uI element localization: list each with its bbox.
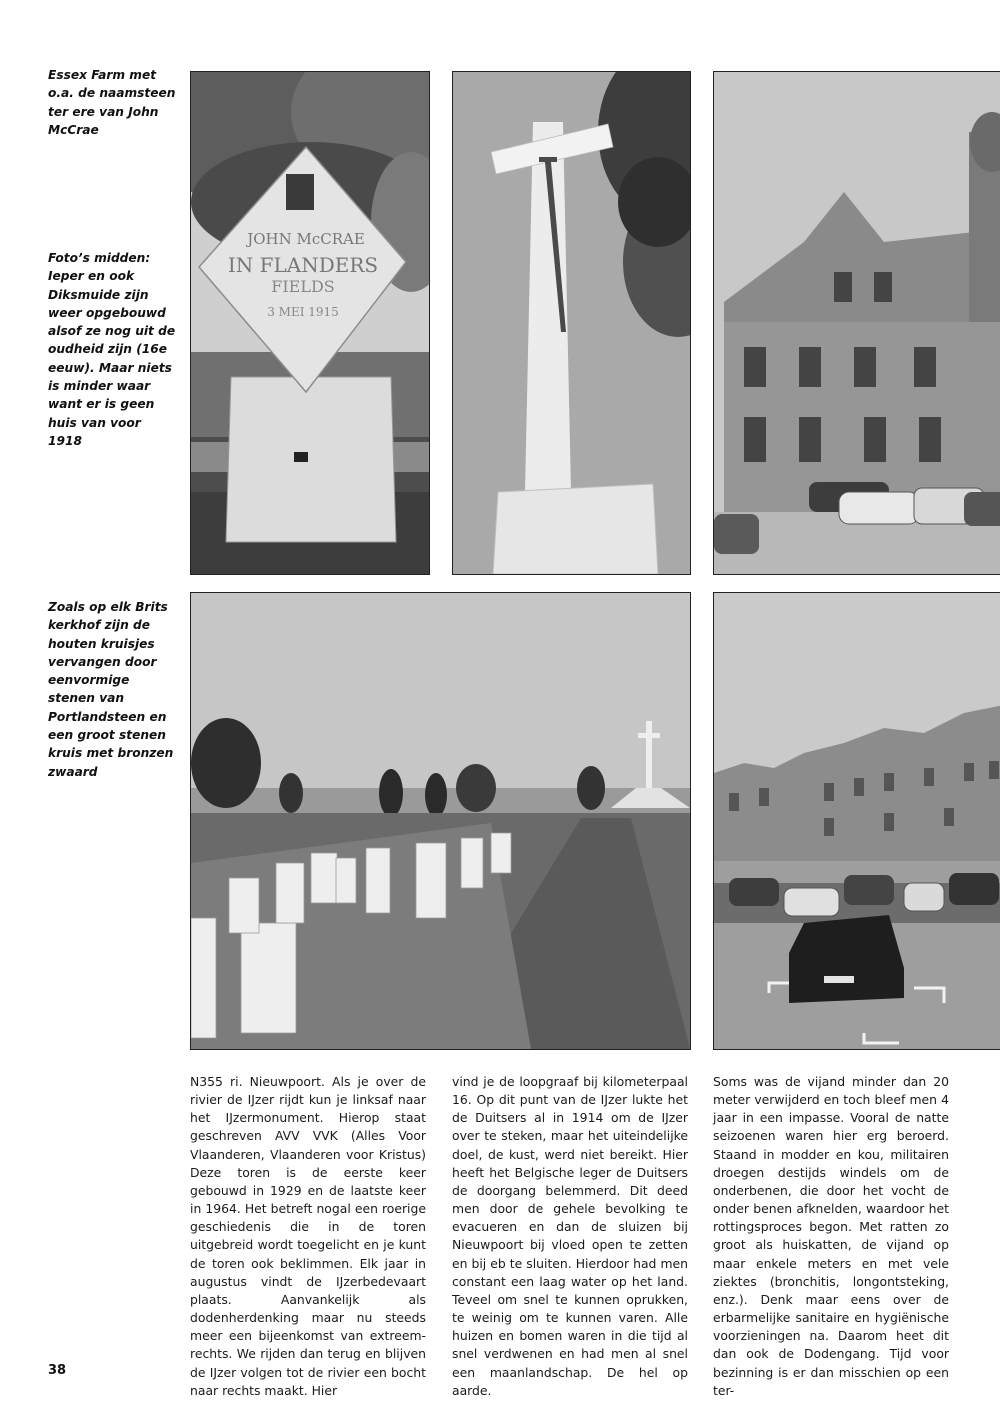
page-number: 38 [48, 1363, 67, 1378]
photo-mccrae-memorial [190, 71, 430, 575]
article-column-1: N355 ri. Nieuwpoort. Als je over de rivier de IJzer rijdt kun je linksaf naar het IJzermonument. Hierop staat geschreven AVV VVK (Alles Voor Vlaanderen, Vlaanderen voor Kristus) Deze toren is de eerste keer gebouwd in 1929 en de laatste keer in 1964. Het betreft nogal een roerige geschiedenis die in de toren uitgebreid wordt toegelicht en je kunt de toren ook beklimmen. Elk jaar in augustus vindt de IJzerbedevaart plaats. Aanvankelijk als dodenherdenking maar nu steeds meer een bijeenkomst van extreem-rechts. We rijden dan terug en blijven de IJzer volgen tot de rivier een bocht naar rechts maakt. Hier [190, 1074, 426, 1398]
stone-line-1: JOHN McCRAE [247, 230, 365, 248]
photo-war-cemetery [190, 592, 691, 1050]
caption-essex-farm: Essex Farm met o.a. de naamsteen ter ere van John McCrae [48, 68, 176, 137]
photo-cross-of-sacrifice [452, 71, 691, 575]
caption-middle-photos: Foto’s midden: Ieper en ook Diksmuide zijn weer opgebouwd alsof ze nog uit de oudheid zijn (16e eeuw). Maar niets is minder waar want er is geen huis van voor 1918 [48, 251, 176, 448]
photo-market-square [713, 592, 1000, 1050]
stone-line-4: 3 MEI 1915 [267, 305, 339, 319]
stone-line-2: IN FLANDERS [227, 253, 379, 277]
caption-cemetery: Zoals op elk Brits kerkhof zijn de houten kruisjes vervangen door eenvormige stenen van Portlandsteen en een groot stenen kruis met bronzen zwaard [48, 600, 174, 779]
photo-town-hall [713, 71, 1000, 575]
article-column-2: vind je de loopgraaf bij kilometerpaal 16. Op dit punt van de IJzer lukte het de Duitsers al in 1914 om de IJzer over te steken, maar het uiteindelijke doel, de kust, werd niet bereikt. Hier heeft het Belgische leger de Duitsers de doorgang belemmerd. Dit deed men door de gehele bevolking te evacueren en dan de sluizen bij Nieuwpoort bij vloed open te zetten en bij eb te sluiten. Hierdoor had men constant een laag water op het land. Teveel om snel te kunnen oprukken, te weinig om te kunnen varen. Alle huizen en bomen waren in die tijd al snel verdwenen en had men al snel een maanlandschap. De hel op aarde. [452, 1074, 688, 1398]
article-column-3: Soms was de vijand minder dan 20 meter verwijderd en toch bleef men 4 jaar in een impasse. Vooral de natte seizoenen waren hier erg beroerd. Staand in modder en kou, militairen droegen destijds windels om de onderbenen, die door het vocht de onder benen afknelden, waardoor het rottingsproces begon. Met ratten zo groot als huiskatten, de vijand op maar enkele meters en met vele ziektes (bronchitis, longontsteking, enz.). Denk maar eens over de erbarmelijke sanitaire en hygiënische voorzieningen na. Daarom heet dit dan ook de Dodengang. Tijd voor bezinning is er dan misschien op een ter- [713, 1074, 949, 1398]
stone-line-3: FIELDS [271, 277, 335, 296]
